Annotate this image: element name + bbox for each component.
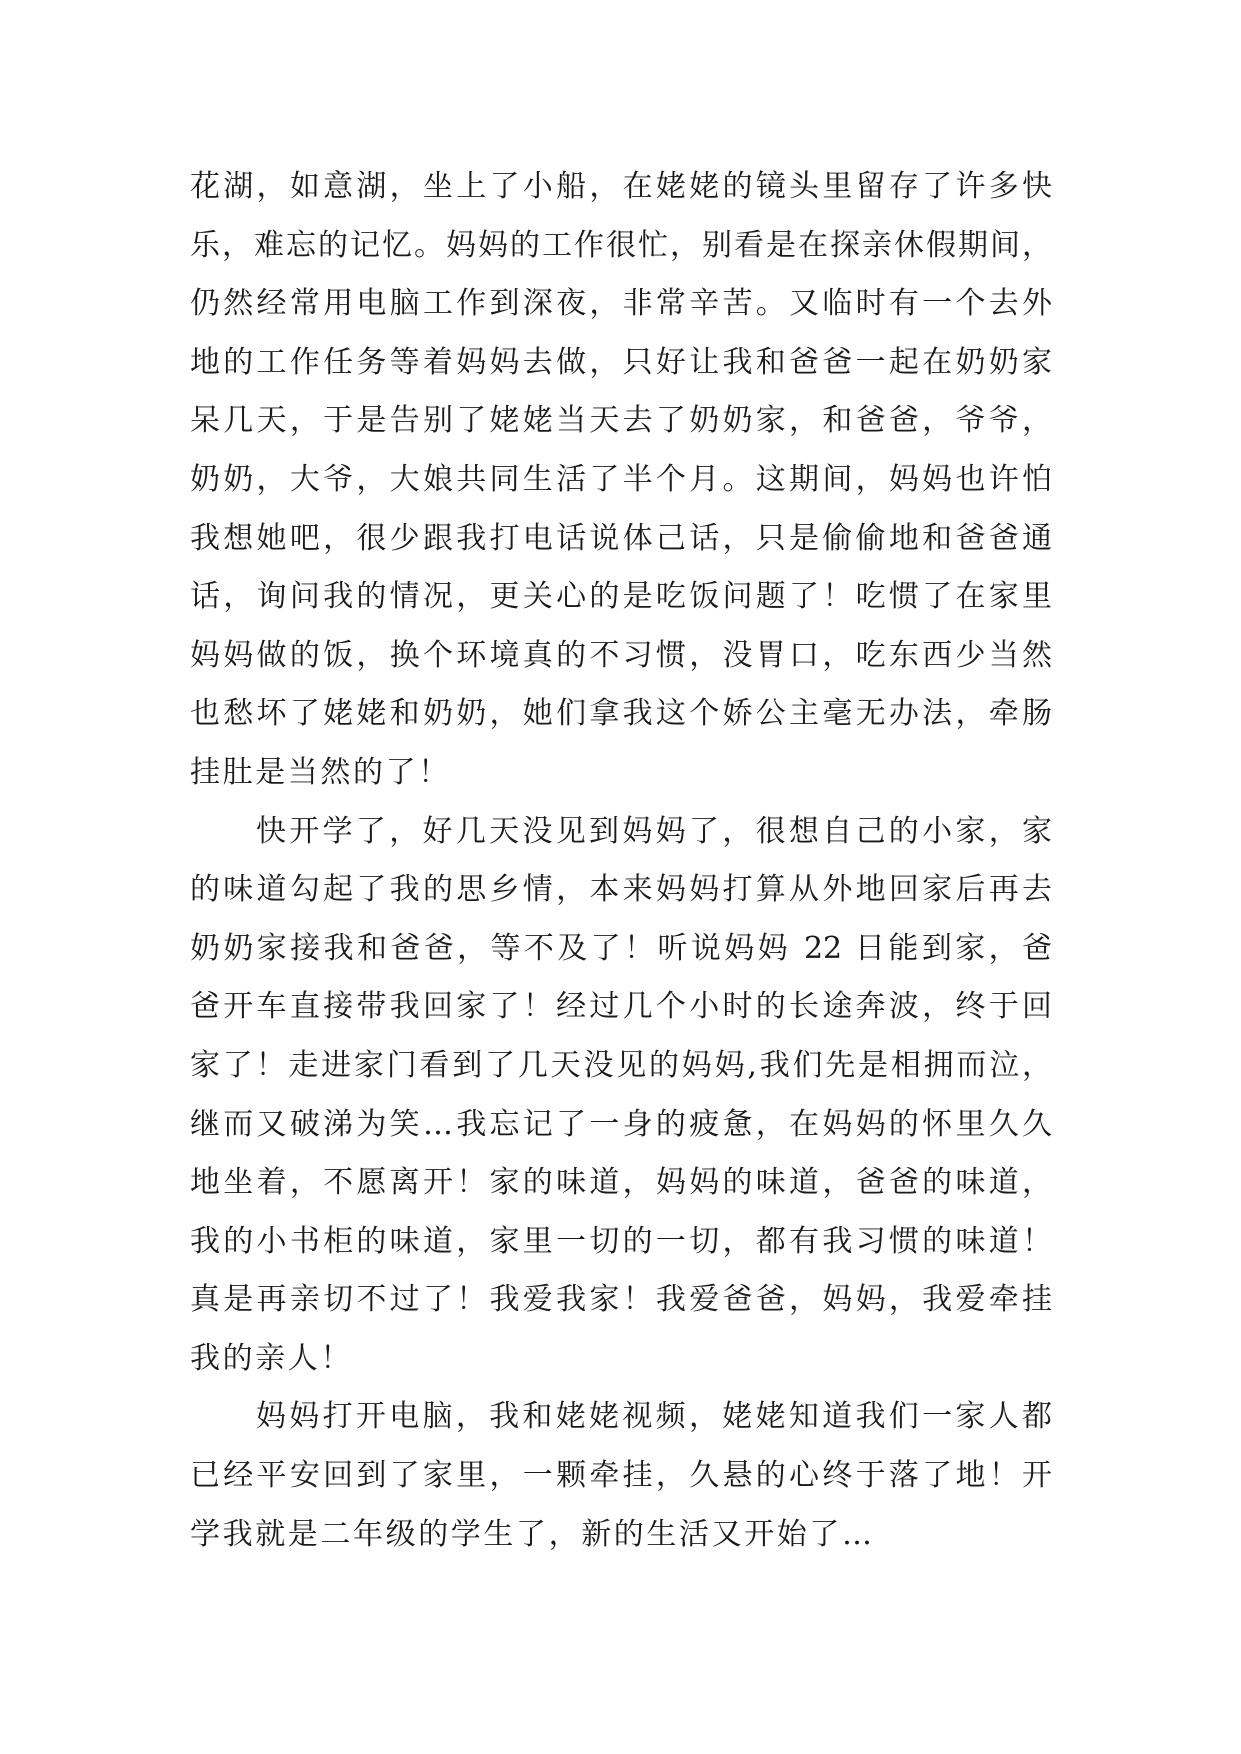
paragraph: [190, 1388, 1052, 1564]
text-line: 乐，难忘的记忆。妈妈的工作很忙，别看是在探亲休假期间，: [190, 227, 1052, 263]
text-line: 奶奶家接我和爸爸，等不及了！听说妈妈 22 日能到家，爸: [190, 930, 1052, 966]
text-line: 已经平安回到了家里，一颗牵挂，久悬的心终于落了地！开: [190, 1458, 1052, 1494]
text-line: 地的工作任务等着妈妈去做，只好让我和爸爸一起在奶奶家: [190, 344, 1052, 380]
text-line: 挂肚是当然的了！: [190, 754, 451, 790]
text-line: 我的亲人！: [190, 1340, 353, 1376]
text-line: 真是再亲切不过了！我爱我家！我爱爸爸，妈妈，我爱牵挂: [190, 1282, 1052, 1318]
text-line: 的味道勾起了我的思乡情，本来妈妈打算从外地回家后再去: [190, 872, 1052, 908]
text-line: 我的小书柜的味道，家里一切的一切，都有我习惯的味道！: [190, 1223, 1052, 1259]
paragraph: [190, 803, 1052, 1389]
document-body: [190, 158, 1052, 1564]
text-line: 学我就是二年级的学生了，新的生活又开始了…: [190, 1516, 875, 1552]
text-line: 仍然经常用电脑工作到深夜，非常辛苦。又临时有一个去外: [190, 286, 1052, 322]
text-line: 家了！走进家门看到了几天没见的妈妈,我们先是相拥而泣，: [190, 1047, 1052, 1083]
text-line: 也愁坏了姥姥和奶奶，她们拿我这个娇公主毫无办法，牵肠: [190, 696, 1052, 732]
text-line: 妈妈做的饭，换个环境真的不习惯，没胃口，吃东西少当然: [190, 637, 1052, 673]
text-line: 继而又破涕为笑…我忘记了一身的疲惫，在妈妈的怀里久久: [190, 1106, 1052, 1142]
text-line: 快开学了，好几天没见到妈妈了，很想自己的小家，家: [256, 813, 1052, 849]
text-line: 地坐着，不愿离开！家的味道，妈妈的味道，爸爸的味道，: [190, 1165, 1052, 1201]
text-line: 花湖，如意湖，坐上了小船，在姥姥的镜头里留存了许多快: [190, 169, 1052, 204]
text-line: 爸开车直接带我回家了！经过几个小时的长途奔波，终于回: [190, 989, 1052, 1025]
text-line: 呆几天，于是告别了姥姥当天去了奶奶家，和爸爸，爷爷，: [190, 403, 1052, 439]
text-line: 奶奶，大爷，大娘共同生活了半个月。这期间，妈妈也许怕: [190, 461, 1052, 497]
paragraph: [190, 158, 1052, 803]
text-line: 妈妈打开电脑，我和姥姥视频，姥姥知道我们一家人都: [256, 1399, 1052, 1435]
text-line: 话，询问我的情况，更关心的是吃饭问题了！吃惯了在家里: [190, 579, 1052, 615]
text-line: 我想她吧，很少跟我打电话说体己话，只是偷偷地和爸爸通: [190, 520, 1052, 556]
